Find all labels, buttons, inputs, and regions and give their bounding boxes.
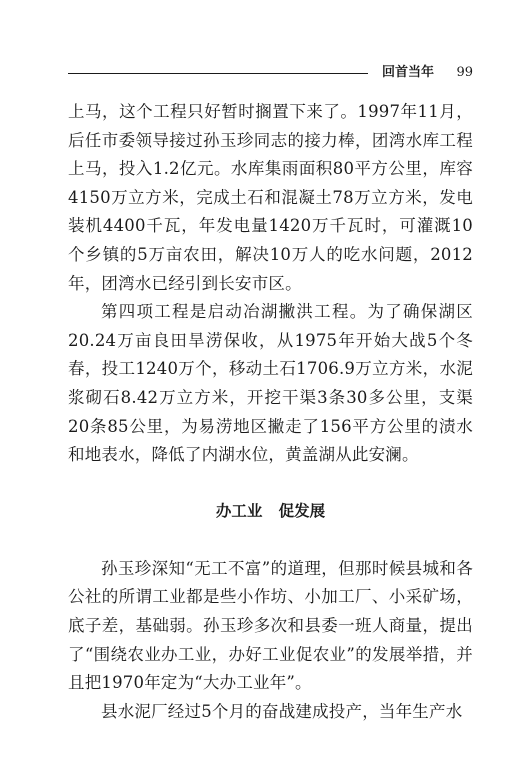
paragraph: 第四项工程是启动冶湖撇洪工程。为了确保湖区20.24万亩良田旱涝保收，从1975年开始大战5个冬春，投工1240万个，移动土石1706.9万立方米，水泥浆砌石8.42万立方米，开挖干渠3条30多公里，支渠20条85公里，为易涝地区撇走了156平方公里的渍水和地表水，降低了内湖水位，黄盖湖从此安澜。 [68,302,473,465]
page-body [68,98,473,726]
page-number: 99 [456,65,473,80]
running-header [68,63,473,83]
header-title: 回首当年 [382,65,435,80]
paragraph-continued: 上马，这个工程只好暂时搁置下来了。1997年11月，后任市委领导接过孙玉珍同志的接力棒，团湾水库工程上马，投入1.2亿元。水库集雨面积80平方公里，库容4150万立方米，完成土石和混凝土78万立方米，发电装机4400千瓦，年发电量1420万千瓦时，可灌溉10个乡镇的5万亩农田，解决10万人的吃水问题，2012年，团湾水已经引到长安市区。 [68,102,473,293]
paragraph: 县水泥厂经过5个月的奋战建成投产，当年生产水 [101,701,463,721]
paragraph: 孙玉珍深知“无工不富”的道理，但那时候县城和各公社的所谓工业都是些小作坊、小加工厂、小采矿场，底子差，基础弱。孙玉珍多次和县委一班人商量，提出了“围绕农业办工业，办好工业促农业”的发展举措，并且把1970年定为“大办工业年”。 [68,558,473,693]
section-heading: 办工业 促发展 [215,501,326,520]
header-rule [68,73,368,74]
